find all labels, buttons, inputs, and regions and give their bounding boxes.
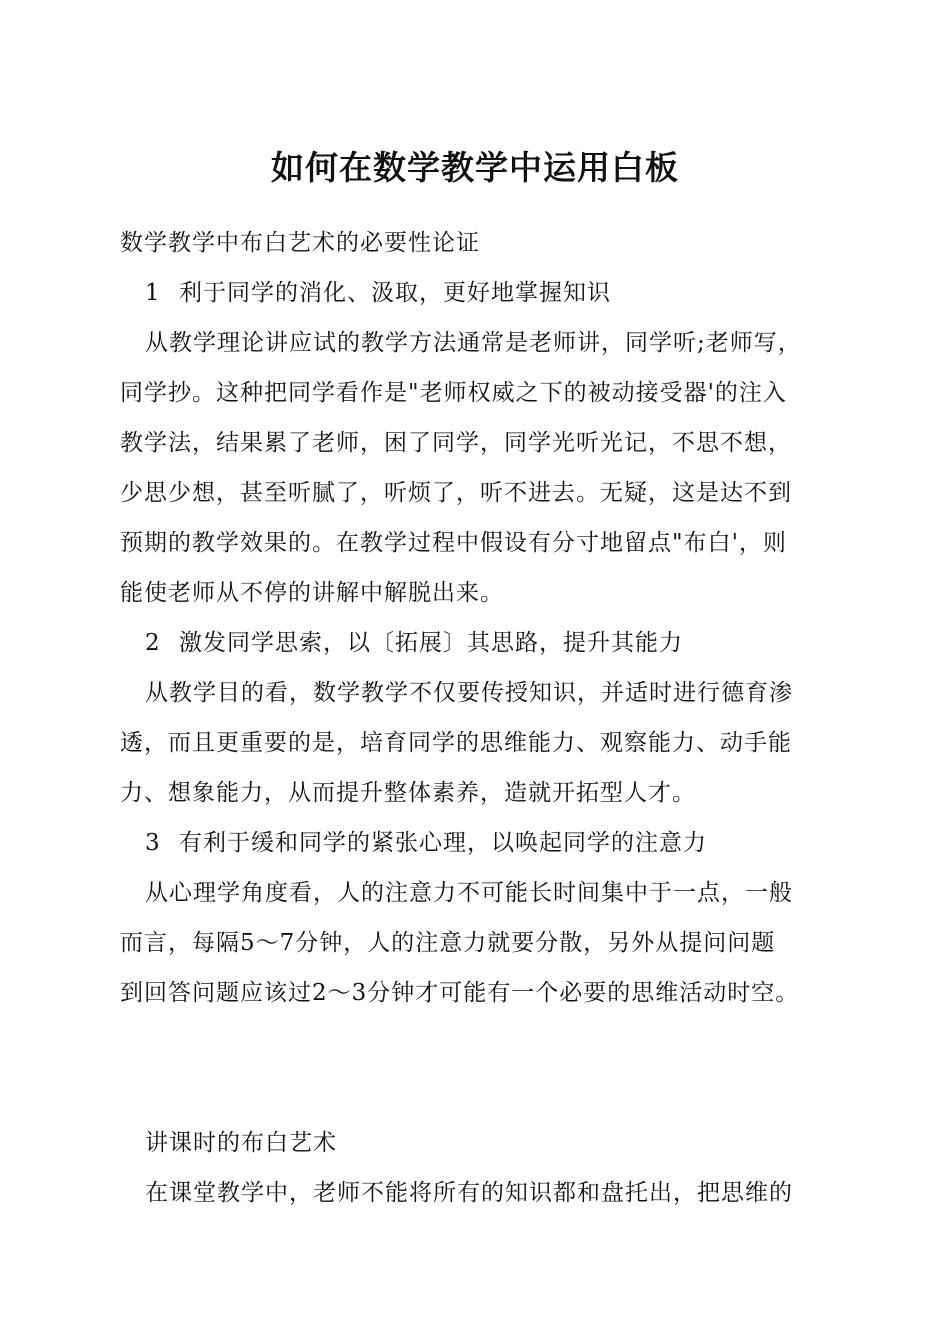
point-number: 2: [145, 630, 161, 656]
paragraph-line: 教学法，结果累了老师，困了同学，同学光听光记，不思不想，: [120, 430, 792, 456]
paragraph-line: 而言，每隔5～7分钟，人的注意力就要分散，另外从提问问题: [120, 930, 776, 956]
point-heading-text: 利于同学的消化、汲取，更好地掌握知识: [179, 280, 611, 306]
point-heading-text: 有利于缓和同学的紧张心理，以唤起同学的注意力: [179, 830, 707, 856]
point-heading-1: [145, 277, 865, 309]
paragraph-line: 同学抄。这种把同学看作是"老师权威之下的被动接受器'的注入: [120, 380, 787, 406]
paragraph-line: 预期的教学效果的。在教学过程中假设有分寸地留点"布白'，则: [120, 530, 787, 556]
point-heading-2: [145, 627, 865, 659]
section-heading: 数学教学中布白艺术的必要性论证: [120, 230, 480, 256]
point-number: 3: [145, 830, 161, 856]
point-heading-text: 激发同学思索，以〔拓展〕其思路，提升其能力: [179, 630, 683, 656]
point-number: 1: [145, 280, 161, 306]
paragraph-line: 在课堂教学中，老师不能将所有的知识都和盘托出，把思维的: [145, 1180, 793, 1206]
section-heading: 讲课时的布白艺术: [145, 1130, 337, 1156]
paragraph-line: 透，而且更重要的是，培育同学的思维能力、观察能力、动手能: [120, 730, 792, 756]
paragraph-line: 能使老师从不停的讲解中解脱出来。: [120, 580, 504, 606]
paragraph-line: 力、想象能力，从而提升整体素养，造就开拓型人才。: [120, 780, 696, 806]
paragraph-line: 从教学理论讲应试的教学方法通常是老师讲，同学听;老师写，: [145, 330, 802, 356]
document-title: 如何在数学教学中运用白板: [271, 148, 679, 187]
point-heading-3: [145, 827, 865, 859]
paragraph-line: 从教学目的看，数学教学不仅要传授知识，并适时进行德育渗: [145, 680, 793, 706]
paragraph-line: 从心理学角度看，人的注意力不可能长时间集中于一点，一般: [145, 880, 793, 906]
paragraph-line: 少思少想，甚至听腻了，听烦了，听不进去。无疑，这是达不到: [120, 480, 792, 506]
paragraph-line: 到回答问题应该过2～3分钟才可能有一个必要的思维活动时空。: [120, 980, 800, 1006]
